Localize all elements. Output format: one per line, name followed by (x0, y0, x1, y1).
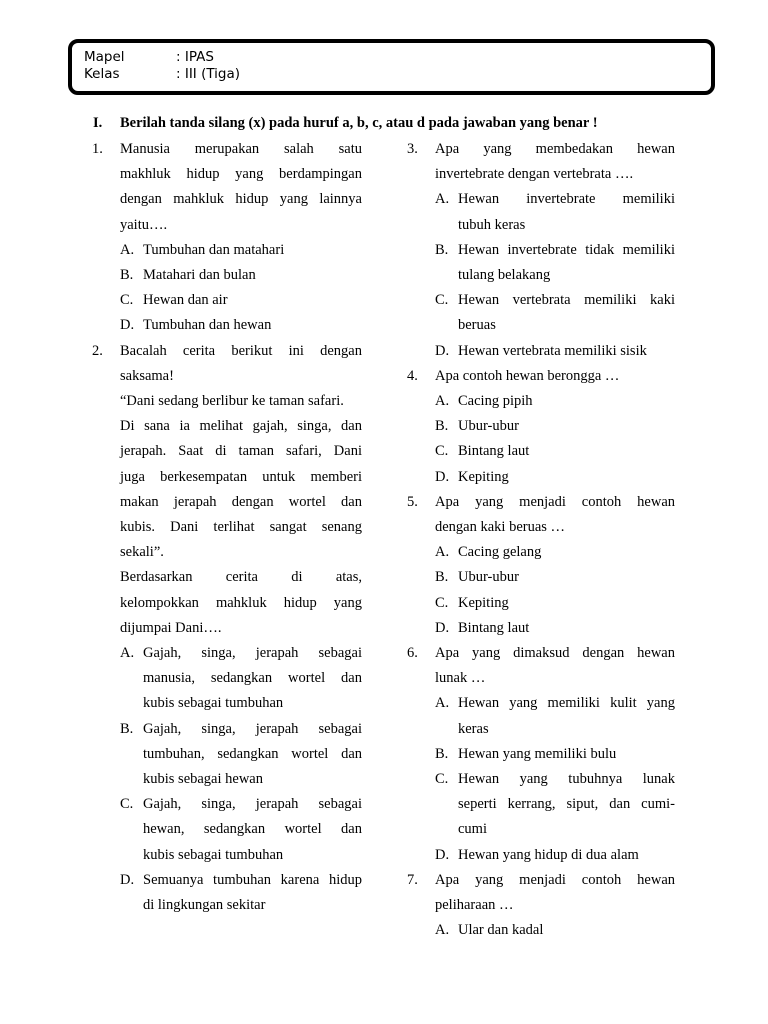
question-7 (407, 868, 675, 944)
option-text: seperti kerrang, siput, dan cumi- (458, 796, 675, 813)
question-text-line: Manusia merupakan salah satu (120, 141, 362, 157)
story-line: “Dani sedang berlibur ke taman safari. (120, 393, 344, 410)
option-text: cumi (458, 821, 487, 838)
question-5 (407, 490, 675, 641)
section-number: I. (93, 115, 103, 131)
kelas-label: Kelas (84, 66, 120, 82)
question-text-line: yaitu…. (120, 216, 168, 233)
story-line: makan jerapah dengan wortel dan (120, 493, 362, 510)
question-text-line: Apa contoh hewan berongga … (435, 367, 620, 384)
option-text: Hewan vertebrata memiliki sisik (458, 342, 647, 359)
option-letter: C. (435, 771, 449, 788)
option-text: kubis sebagai hewan (143, 771, 263, 788)
option-text: di lingkungan sekitar (143, 897, 266, 914)
option-letter: D. (435, 619, 450, 636)
option-text: Hewan invertebrate memiliki (458, 191, 675, 208)
option-b[interactable] (435, 565, 675, 590)
option-text: tubuh keras (458, 216, 526, 233)
question-text-line: Apa yang menjadi contoh hewan (435, 871, 675, 888)
right-column (407, 137, 675, 944)
option-text: keras (458, 720, 489, 737)
option-text: Matahari dan bulan (143, 267, 256, 284)
option-text: Hewan yang memiliki bulu (458, 745, 617, 762)
option-c[interactable] (120, 792, 362, 868)
option-d[interactable] (435, 465, 675, 490)
option-text: Tumbuhan dan hewan (143, 317, 272, 334)
story-line: juga berkesempatan untuk memberi (120, 468, 362, 485)
option-text: Hewan yang hidup di dua alam (458, 846, 639, 863)
option-letter: A. (120, 241, 135, 258)
option-a[interactable] (435, 540, 675, 565)
option-a[interactable] (435, 918, 675, 943)
question-number: 3. (407, 141, 418, 157)
option-letter: A. (435, 191, 450, 208)
option-b[interactable] (435, 238, 675, 288)
question-text-line: Apa yang membedakan hewan (435, 141, 675, 157)
option-a[interactable] (435, 691, 675, 741)
option-b[interactable] (120, 263, 362, 288)
option-b[interactable] (435, 742, 675, 767)
option-letter: B. (435, 745, 449, 762)
option-letter: A. (435, 544, 450, 561)
option-text: Kepiting (458, 594, 509, 611)
option-text: Cacing gelang (458, 544, 542, 561)
option-text: manusia, sedangkan wortel dan (143, 670, 362, 687)
option-text: Gajah, singa, jerapah sebagai (143, 796, 362, 813)
question-3 (407, 137, 675, 364)
option-letter: D. (435, 342, 450, 359)
option-d[interactable] (120, 313, 362, 338)
option-letter: D. (435, 846, 450, 863)
option-letter: C. (435, 292, 449, 309)
option-letter: C. (120, 292, 134, 309)
option-b[interactable] (120, 717, 362, 793)
option-b[interactable] (435, 414, 675, 439)
option-letter: B. (435, 241, 449, 258)
mapel-row (84, 49, 214, 66)
header-box (68, 39, 715, 95)
option-letter: A. (120, 645, 135, 662)
option-text: Kepiting (458, 468, 509, 485)
option-text: Ubur-ubur (458, 418, 519, 435)
option-d[interactable] (435, 843, 675, 868)
option-text: Hewan invertebrate tidak memiliki (458, 241, 675, 258)
story-line: jerapah. Saat di taman safari, Dani (120, 443, 362, 460)
option-text: beruas (458, 317, 496, 334)
option-d[interactable] (120, 868, 362, 918)
option-text: Gajah, singa, jerapah sebagai (143, 645, 362, 662)
option-text: Semuanya tumbuhan karena hidup (143, 871, 362, 888)
option-c[interactable] (435, 288, 675, 338)
prompt-line: Berdasarkan cerita di atas, (120, 569, 362, 586)
story-line: sekali”. (120, 544, 164, 561)
option-letter: C. (435, 594, 449, 611)
option-text: Hewan yang tubuhnya lunak (458, 771, 675, 788)
mapel-label: Mapel (84, 49, 125, 65)
option-letter: B. (120, 720, 134, 737)
option-text: Ubur-ubur (458, 569, 519, 586)
question-text-line: dengan kaki beruas … (435, 519, 566, 536)
option-text: Cacing pipih (458, 393, 533, 410)
prompt-line: dijumpai Dani…. (120, 619, 222, 636)
question-2 (92, 339, 362, 919)
question-number: 6. (407, 645, 418, 662)
question-text-line: makhluk hidup yang berdampingan (120, 166, 362, 183)
story-line: kubis. Dani terlihat sangat senang (120, 519, 362, 536)
option-text: Bintang laut (458, 443, 530, 460)
option-text: Hewan dan air (143, 292, 228, 309)
left-column (92, 137, 362, 918)
option-c[interactable] (120, 288, 362, 313)
question-6 (407, 641, 675, 868)
question-number: 5. (407, 493, 418, 510)
option-letter: B. (435, 418, 449, 435)
option-a[interactable] (435, 389, 675, 414)
question-text-line: lunak … (435, 670, 486, 687)
question-number: 7. (407, 871, 418, 888)
option-letter: D. (120, 871, 135, 888)
question-text-line: Apa yang dimaksud dengan hewan (435, 645, 675, 662)
question-text-line: invertebrate dengan vertebrata …. (435, 166, 634, 183)
option-text: tulang belakang (458, 267, 551, 284)
option-d[interactable] (435, 339, 675, 364)
option-c[interactable] (435, 767, 675, 843)
question-text-line: saksama! (120, 367, 174, 384)
section-text: Berilah tanda silang (x) pada huruf a, b, c, atau d pada jawaban yang benar ! (120, 115, 598, 131)
option-text: kubis sebagai tumbuhan (143, 846, 284, 863)
option-c[interactable] (435, 439, 675, 464)
kelas-value: : III (Tiga) (176, 66, 241, 82)
kelas-row (84, 66, 240, 83)
question-4 (407, 364, 675, 490)
option-letter: D. (435, 468, 450, 485)
question-1 (92, 137, 362, 339)
question-text-line: Apa yang menjadi contoh hewan (435, 493, 675, 510)
option-a[interactable] (120, 238, 362, 263)
option-text: Hewan vertebrata memiliki kaki (458, 292, 675, 309)
option-letter: A. (435, 695, 450, 712)
option-text: Ular dan kadal (458, 922, 544, 939)
option-letter: A. (435, 922, 450, 939)
option-letter: B. (435, 569, 449, 586)
mapel-value: : IPAS (176, 49, 214, 65)
option-text: Gajah, singa, jerapah sebagai (143, 720, 362, 737)
option-text: tumbuhan, sedangkan wortel dan (143, 745, 362, 762)
option-a[interactable] (120, 641, 362, 717)
option-letter: B. (120, 267, 134, 284)
option-text: Tumbuhan dan matahari (143, 241, 285, 258)
question-number: 1. (92, 141, 103, 157)
option-a[interactable] (435, 187, 675, 237)
option-letter: A. (435, 393, 450, 410)
question-text-line: peliharaan … (435, 897, 514, 914)
prompt-line: kelompokkan mahkluk hidup yang (120, 594, 362, 611)
option-letter: C. (435, 443, 449, 460)
option-text: Hewan yang memiliki kulit yang (458, 695, 675, 712)
question-number: 4. (407, 367, 418, 384)
option-c[interactable] (435, 591, 675, 616)
question-text-line: Bacalah cerita berikut ini dengan (120, 342, 362, 359)
option-text: Bintang laut (458, 619, 530, 636)
question-number: 2. (92, 342, 103, 359)
option-d[interactable] (435, 616, 675, 641)
option-letter: C. (120, 796, 134, 813)
option-text: kubis sebagai tumbuhan (143, 695, 284, 712)
option-letter: D. (120, 317, 135, 334)
story-line: Di sana ia melihat gajah, singa, dan (120, 418, 362, 435)
option-text: hewan, sedangkan wortel dan (143, 821, 362, 838)
question-text-line: dengan mahkluk hidup yang lainnya (120, 191, 362, 208)
